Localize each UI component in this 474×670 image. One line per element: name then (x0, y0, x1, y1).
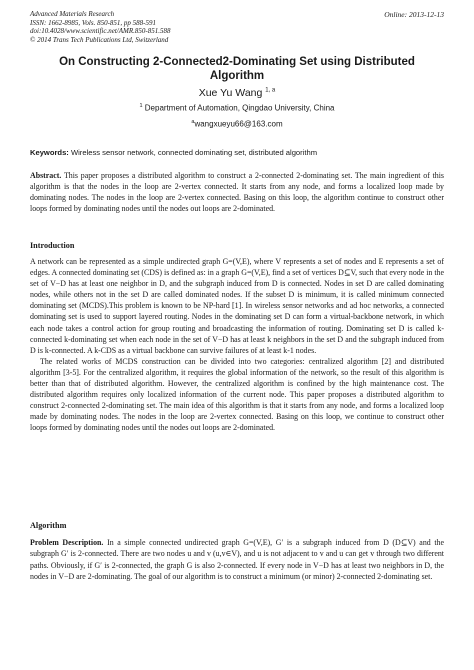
affiliation (0, 103, 474, 113)
keywords-label: Keywords: (30, 148, 69, 157)
author-marks: 1, a (265, 87, 276, 94)
abstract-text: This paper proposes a distributed algorithm to construct a 2-connected 2-dominating set. The main ingredient of this algorithm is that the nodes in the loop are 2-vertex connected. It starts from any node, and forms a localized loop made by dominating nodes. The nodes in the loop are 2-vertex connected. Basing on this loop, the algorithm continue to construct other loops formed by dominating nodes until the nodes out loops are 2-dominated. (30, 171, 444, 214)
keywords (30, 148, 444, 157)
affiliation-mark: 1 (139, 103, 143, 109)
email-mark: a (191, 119, 195, 125)
intro-paragraph-1: A network can be represented as a simple undirected graph G=(V,E), where V represents a set of nodes and E represents a set of edges. A connected dominating set (CDS) is defined as: in a graph G=(V,E), find a set of vertices D⊆V, such that every node in the set of V−D has at least one neighbor in D, and the subgraph induced from D is connected. Nodes in set D are called dominating nodes, while others not in the set D are called dominated nodes. If the subset D is minimum, it is called minimum connected dominating set (MCDS).This problem is known to be NP-hard [1]. In wireless sensor networks and ad hoc networks, a connected dominating set is used to support layered routing. Nodes in the dominating set D can form a virtual-backbone network, in which each node takes a control action for group routing and broadcasting the information of routing. Dominating set D is called k-connected k-dominating set when each node in the set of V−D has at least k neighbors in the set D and the subgraph induced from D is k-connected. A k-CDS as a virtual backbone can survive failures of at least k-1 nodes. (30, 257, 444, 355)
issn-line: ISSN: 1662-8985, Vols. 850-851, pp 588-591 (30, 18, 156, 27)
problem-description-label: Problem Description. (30, 538, 104, 547)
online-date: Online: 2013-12-13 (384, 10, 444, 19)
intro-paragraph-2: The related works of MCDS construction can be divided into two categories: centralized algorithm [2] and distributed algorithm [3-5]. For the centralized algorithm, it requires the global information of the network, so the result of this algorithm is better than that of distributed algorithm. However, the centralized algorithm is confined by the high maintenance cost. The distributed algorithm requires only localized information of the current node. This paper proposes a distributed algorithm to construct 2-connected 2-dominating set. The main idea of this algorithm is that it starts from any node, and forms a localized loop made by dominating nodes. The nodes in the loop are 2-vertex connected. Basing on this loop, we continue to construct other loops formed by dominating nodes until the nodes out loops are 2-dominated. (30, 356, 444, 433)
journal-name: Advanced Materials Research (30, 10, 115, 18)
abstract-label: Abstract. (30, 171, 62, 180)
algorithm-heading: Algorithm (30, 521, 67, 530)
introduction-body (30, 256, 444, 434)
email-text: wangxueyu66@163.com (194, 119, 283, 129)
author-name: Xue Yu Wang (198, 87, 263, 99)
copyright-line: © 2014 Trans Tech Publications Ltd, Switzerland (30, 35, 169, 44)
paper-title: On Constructing 2-Connected2-Dominating Set using Distributed Algorithm (59, 56, 415, 82)
problem-description-text: In a simple connected undirected graph G=(V,E), G′ is a subgraph induced from D (D⊆V) and the subgraph G′ is 2-connected. There are two nodes u and v (u,v∈V), and u is not adjacent to v and u can get v through two different paths. Obviously, if G′ is 2-connected, the graph G is also 2-connected. If every node in V−D has at least two neighbors in D, the nodes in V−D are 2-dominating. The goal of our algorithm is to construct a minimum (or minor) 2-connected 2-dominating set. (30, 538, 444, 582)
affiliation-text: Department of Automation, Qingdao University, China (144, 103, 335, 113)
journal-header (30, 10, 330, 44)
author-line (0, 87, 474, 99)
problem-description (30, 537, 444, 583)
keywords-text: Wireless sensor network, connected dominating set, distributed algorithm (70, 148, 318, 157)
author-email (0, 119, 474, 129)
abstract (30, 170, 444, 214)
algorithm-body (30, 537, 444, 583)
doi-line: doi:10.4028/www.scientific.net/AMR.850-851.588 (30, 27, 171, 36)
introduction-heading: Introduction (30, 241, 75, 250)
